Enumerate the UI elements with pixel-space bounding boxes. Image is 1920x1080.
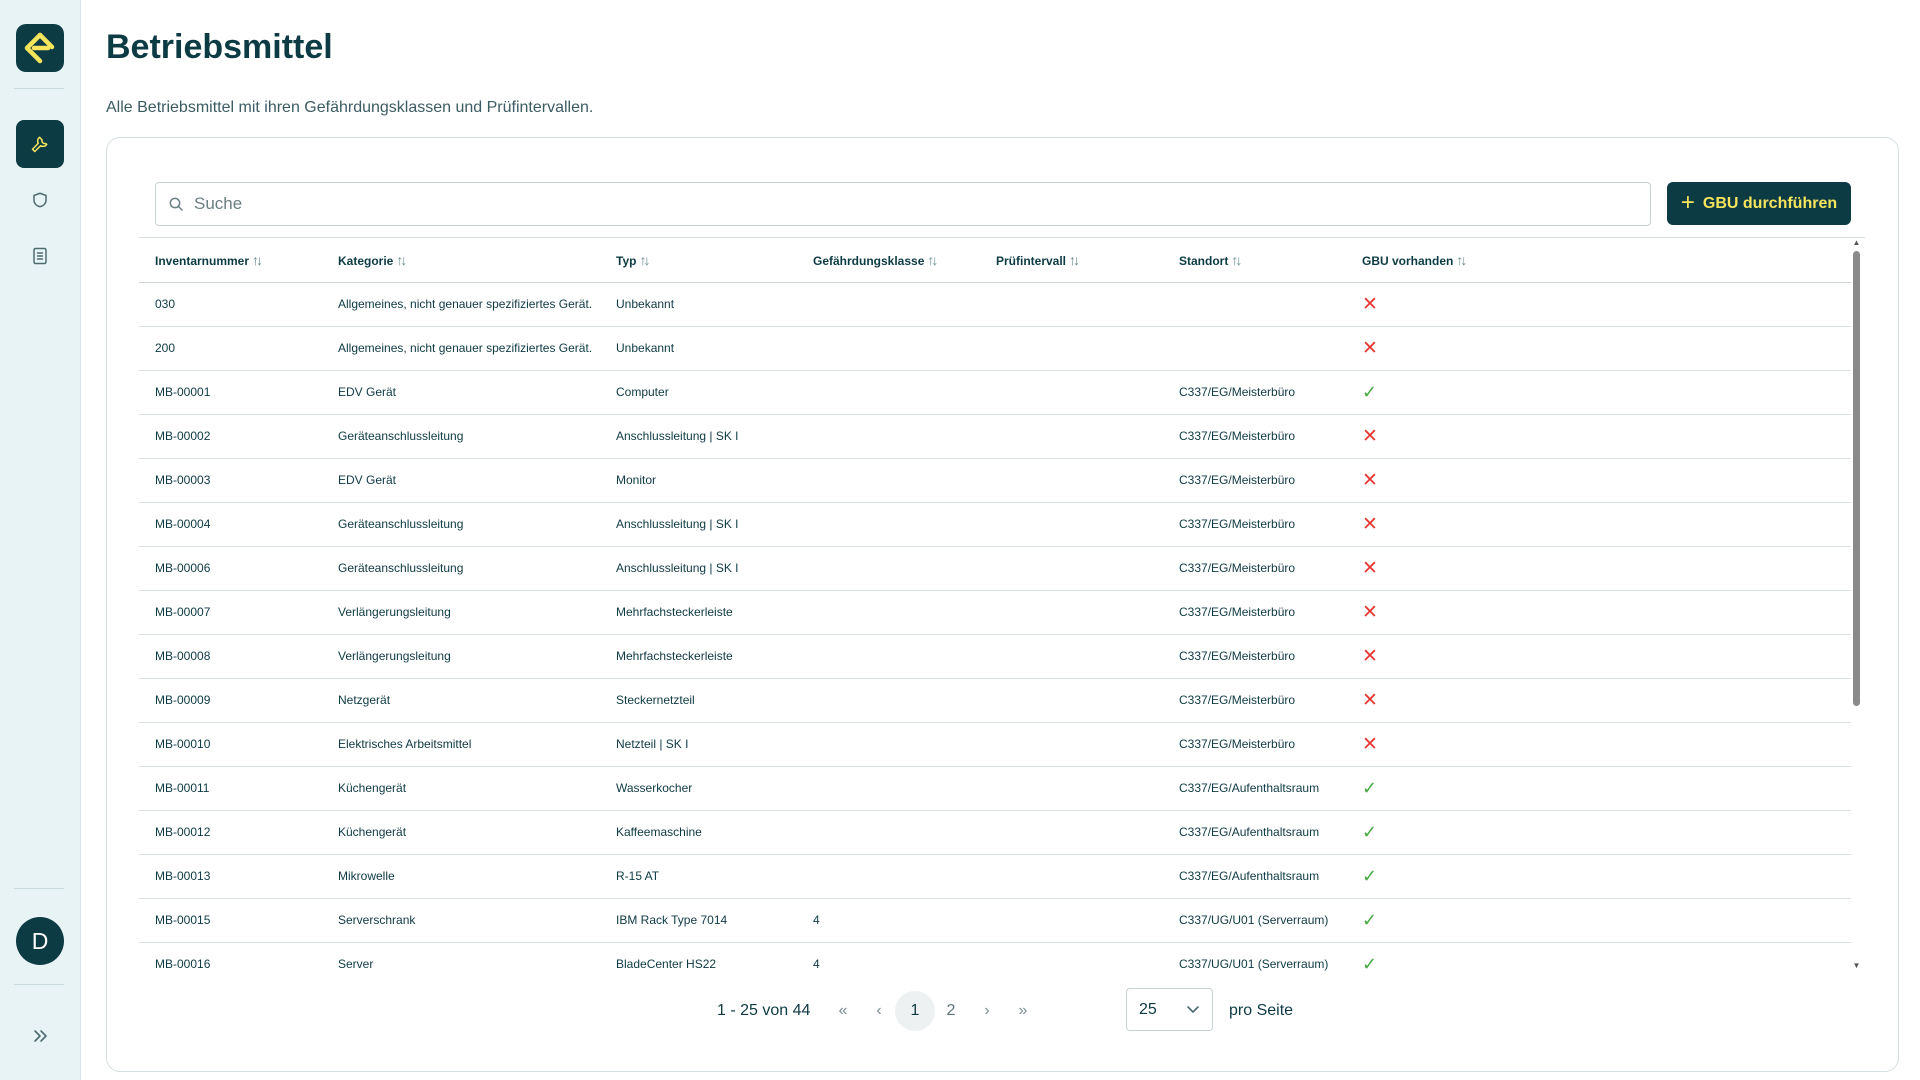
- sidebar-expand-button[interactable]: [26, 1024, 54, 1048]
- cell-gbu: [1346, 678, 1851, 722]
- cross-icon: ✕: [1362, 645, 1378, 667]
- sort-icon[interactable]: ↑↓: [1231, 251, 1240, 268]
- column-header-label: Prüfintervall: [996, 253, 1067, 268]
- gbu-button-label: GBU durchführen: [1702, 194, 1838, 212]
- cross-icon: ✕: [1362, 469, 1378, 491]
- cell-standort: C337/EG/Meisterbüro: [1163, 414, 1346, 458]
- cell-gefaehrdungsklasse: [797, 722, 980, 766]
- cell-gefaehrdungsklasse: [797, 502, 980, 546]
- shield-icon: [31, 191, 49, 209]
- cell-pruefintervall: [980, 678, 1163, 722]
- cell-inventarnummer: MB-00013: [139, 854, 322, 898]
- cell-kategorie: Küchengerät: [322, 810, 600, 854]
- cell-gbu: [1346, 458, 1851, 502]
- page-size-value: 25: [1139, 1000, 1157, 1018]
- cell-kategorie: EDV Gerät: [322, 458, 600, 502]
- cell-inventarnummer: MB-00012: [139, 810, 322, 854]
- cell-kategorie: EDV Gerät: [322, 370, 600, 414]
- cell-typ: R-15 AT: [600, 854, 797, 898]
- cell-gefaehrdungsklasse: [797, 590, 980, 634]
- table-row[interactable]: [139, 282, 1851, 326]
- cell-standort: C337/EG/Aufenthaltsraum: [1163, 854, 1346, 898]
- column-header-standort[interactable]: [1163, 238, 1346, 282]
- cell-kategorie: Geräteanschlussleitung: [322, 502, 600, 546]
- cell-typ: Anschlussleitung | SK I: [600, 414, 797, 458]
- avatar[interactable]: [16, 917, 64, 965]
- cross-icon: ✕: [1362, 557, 1378, 579]
- cross-icon: ✕: [1362, 425, 1378, 447]
- column-header-pruefintervall[interactable]: [980, 238, 1163, 282]
- cell-standort: C337/EG/Meisterbüro: [1163, 502, 1346, 546]
- cell-kategorie: Allgemeines, nicht genauer spezifiziertes Gerät.: [322, 326, 600, 370]
- cross-icon: ✕: [1362, 513, 1378, 535]
- search-input[interactable]: [194, 194, 1594, 214]
- cell-inventarnummer: MB-00006: [139, 546, 322, 590]
- cross-icon: ✕: [1362, 601, 1378, 623]
- cell-typ: Steckernetzteil: [600, 678, 797, 722]
- search-icon: [168, 196, 184, 212]
- cell-kategorie: Server: [322, 942, 600, 972]
- gbu-durchfuehren-button[interactable]: [1667, 182, 1851, 225]
- sidebar-divider: [14, 888, 64, 889]
- table-row[interactable]: [139, 590, 1851, 634]
- cell-kategorie: Elektrisches Arbeitsmittel: [322, 722, 600, 766]
- equipment-card: [106, 137, 1899, 1072]
- cell-gefaehrdungsklasse: [797, 458, 980, 502]
- page-title: Betriebsmittel: [106, 28, 333, 66]
- pagination: [107, 988, 1898, 1034]
- cell-typ: Netzteil | SK I: [600, 722, 797, 766]
- app-logo[interactable]: [16, 24, 64, 72]
- table-row[interactable]: [139, 370, 1851, 414]
- table-row[interactable]: [139, 634, 1851, 678]
- cell-typ: Kaffeemaschine: [600, 810, 797, 854]
- cell-pruefintervall: [980, 854, 1163, 898]
- table-row[interactable]: [139, 898, 1851, 942]
- cell-standort: C337/UG/U01 (Serverraum): [1163, 898, 1346, 942]
- cell-standort: C337/EG/Meisterbüro: [1163, 634, 1346, 678]
- table-row[interactable]: [139, 546, 1851, 590]
- cell-standort: C337/EG/Meisterbüro: [1163, 722, 1346, 766]
- cell-pruefintervall: [980, 282, 1163, 326]
- cell-inventarnummer: MB-00007: [139, 590, 322, 634]
- column-header-label: GBU vorhanden: [1362, 253, 1454, 268]
- cell-gbu: [1346, 370, 1851, 414]
- cell-standort: C337/EG/Meisterbüro: [1163, 590, 1346, 634]
- cell-pruefintervall: [980, 414, 1163, 458]
- cross-icon: ✕: [1362, 293, 1378, 315]
- check-icon: ✓: [1362, 382, 1378, 402]
- sort-icon[interactable]: ↑↓: [1069, 251, 1078, 268]
- cell-gbu: [1346, 722, 1851, 766]
- next-page-button[interactable]: [967, 991, 1007, 1031]
- cell-gbu: [1346, 810, 1851, 854]
- cell-standort: C337/EG/Meisterbüro: [1163, 458, 1346, 502]
- cell-kategorie: Allgemeines, nicht genauer spezifiziertes Gerät.: [322, 282, 600, 326]
- cell-gbu: [1346, 326, 1851, 370]
- table-row[interactable]: [139, 810, 1851, 854]
- table-row[interactable]: [139, 854, 1851, 898]
- cell-pruefintervall: [980, 898, 1163, 942]
- cell-pruefintervall: [980, 942, 1163, 972]
- table-row[interactable]: [139, 326, 1851, 370]
- double-chevron-right-icon: »: [1018, 1002, 1028, 1019]
- cell-gbu: [1346, 414, 1851, 458]
- page-button-1[interactable]: [895, 991, 935, 1031]
- cell-gefaehrdungsklasse: [797, 370, 980, 414]
- cell-inventarnummer: MB-00011: [139, 766, 322, 810]
- sort-icon[interactable]: ↑↓: [927, 251, 936, 268]
- prev-page-button[interactable]: [859, 991, 899, 1031]
- cell-pruefintervall: [980, 370, 1163, 414]
- cell-standort: C337/EG/Aufenthaltsraum: [1163, 810, 1346, 854]
- cell-pruefintervall: [980, 590, 1163, 634]
- cell-inventarnummer: MB-00016: [139, 942, 322, 972]
- page-size-select[interactable]: [1126, 988, 1213, 1031]
- sidebar-item-security[interactable]: [16, 176, 64, 224]
- cell-pruefintervall: [980, 546, 1163, 590]
- check-icon: ✓: [1362, 778, 1378, 798]
- cell-inventarnummer: MB-00001: [139, 370, 322, 414]
- page-size-label: pro Seite: [1229, 1002, 1294, 1019]
- table-scrollbar[interactable]: [1852, 239, 1861, 970]
- cell-kategorie: Geräteanschlussleitung: [322, 414, 600, 458]
- cell-pruefintervall: [980, 810, 1163, 854]
- equipment-table-container: [139, 237, 1865, 972]
- avatar-initial: D: [31, 927, 49, 954]
- cell-typ: Mehrfachsteckerleiste: [600, 634, 797, 678]
- cell-pruefintervall: [980, 722, 1163, 766]
- check-icon: ✓: [1362, 866, 1378, 886]
- last-page-button[interactable]: [1003, 991, 1043, 1031]
- first-page-button[interactable]: [823, 991, 863, 1031]
- table-row[interactable]: [139, 414, 1851, 458]
- cell-gbu: [1346, 590, 1851, 634]
- double-chevron-right-icon: [32, 1029, 48, 1043]
- table-header-row: [139, 238, 1851, 282]
- cell-gbu: [1346, 766, 1851, 810]
- cell-kategorie: Verlängerungsleitung: [322, 634, 600, 678]
- double-chevron-left-icon: «: [838, 1002, 848, 1019]
- cell-kategorie: Serverschrank: [322, 898, 600, 942]
- cell-standort: C337/EG/Meisterbüro: [1163, 370, 1346, 414]
- cell-gefaehrdungsklasse: [797, 854, 980, 898]
- table-row[interactable]: [139, 678, 1851, 722]
- scroll-down-arrow-icon[interactable]: ▼: [1852, 961, 1861, 970]
- cell-pruefintervall: [980, 326, 1163, 370]
- sidebar-divider: [14, 88, 64, 89]
- column-header-label: Kategorie: [338, 253, 394, 268]
- table-body: [139, 282, 1851, 972]
- cell-standort: [1163, 282, 1346, 326]
- cell-pruefintervall: [980, 458, 1163, 502]
- pagination-range: 1 - 25 von 44: [717, 1002, 811, 1019]
- table-row[interactable]: [139, 502, 1851, 546]
- cell-pruefintervall: [980, 766, 1163, 810]
- cell-gbu: [1346, 502, 1851, 546]
- cell-gefaehrdungsklasse: [797, 678, 980, 722]
- table-row[interactable]: [139, 766, 1851, 810]
- sort-icon[interactable]: ↑↓: [396, 251, 405, 268]
- cell-gefaehrdungsklasse: [797, 326, 980, 370]
- wrench-icon: [31, 135, 49, 153]
- scrollbar-thumb[interactable]: [1853, 251, 1860, 706]
- cell-typ: Wasserkocher: [600, 766, 797, 810]
- cell-gefaehrdungsklasse: 4: [797, 898, 980, 942]
- cell-gefaehrdungsklasse: [797, 282, 980, 326]
- cell-inventarnummer: MB-00003: [139, 458, 322, 502]
- cell-kategorie: Verlängerungsleitung: [322, 590, 600, 634]
- cell-typ: Unbekannt: [600, 326, 797, 370]
- column-header-gefaehrdungsklasse[interactable]: [797, 238, 980, 282]
- cell-gbu: [1346, 546, 1851, 590]
- cell-typ: Computer: [600, 370, 797, 414]
- cell-inventarnummer: MB-00015: [139, 898, 322, 942]
- logo-arrow-icon: [23, 31, 57, 65]
- cell-gbu: [1346, 898, 1851, 942]
- cell-inventarnummer: 030: [139, 282, 322, 326]
- cell-inventarnummer: MB-00010: [139, 722, 322, 766]
- table-row[interactable]: [139, 942, 1851, 972]
- column-header-label: Inventarnummer: [155, 253, 250, 268]
- sort-icon[interactable]: ↑↓: [252, 251, 261, 268]
- cell-typ: Unbekannt: [600, 282, 797, 326]
- page-button-2[interactable]: [931, 991, 971, 1031]
- document-icon: [32, 247, 48, 265]
- table-row[interactable]: [139, 458, 1851, 502]
- chevron-left-icon: ‹: [876, 1002, 882, 1019]
- check-icon: ✓: [1362, 822, 1378, 842]
- cell-gefaehrdungsklasse: 4: [797, 942, 980, 972]
- cross-icon: ✕: [1362, 689, 1378, 711]
- chevron-down-icon: [1186, 1005, 1200, 1014]
- cell-inventarnummer: MB-00004: [139, 502, 322, 546]
- cell-kategorie: Netzgerät: [322, 678, 600, 722]
- cell-gbu: [1346, 634, 1851, 678]
- cell-gefaehrdungsklasse: [797, 414, 980, 458]
- column-header-label: Gefährdungsklasse: [813, 253, 925, 268]
- check-icon: ✓: [1362, 910, 1378, 930]
- search-bar[interactable]: [155, 182, 1651, 226]
- sidebar-item-betriebsmittel[interactable]: [16, 120, 64, 168]
- plus-icon: +: [1680, 188, 1695, 216]
- chevron-right-icon: ›: [984, 1002, 990, 1019]
- cell-typ: Mehrfachsteckerleiste: [600, 590, 797, 634]
- sidebar-item-documents[interactable]: [16, 232, 64, 280]
- scroll-up-arrow-icon[interactable]: ▲: [1852, 238, 1861, 247]
- cell-gefaehrdungsklasse: [797, 546, 980, 590]
- cell-inventarnummer: MB-00002: [139, 414, 322, 458]
- cell-kategorie: Mikrowelle: [322, 854, 600, 898]
- page-number: 1: [910, 1002, 920, 1019]
- cell-standort: C337/UG/U01 (Serverraum): [1163, 942, 1346, 972]
- sidebar-divider: [14, 984, 64, 985]
- cell-typ: BladeCenter HS22: [600, 942, 797, 972]
- cell-pruefintervall: [980, 634, 1163, 678]
- cell-standort: C337/EG/Aufenthaltsraum: [1163, 766, 1346, 810]
- cell-typ: Anschlussleitung | SK I: [600, 546, 797, 590]
- cell-standort: C337/EG/Meisterbüro: [1163, 678, 1346, 722]
- cell-kategorie: Geräteanschlussleitung: [322, 546, 600, 590]
- cell-inventarnummer: MB-00008: [139, 634, 322, 678]
- cell-typ: IBM Rack Type 7014: [600, 898, 797, 942]
- column-header-typ[interactable]: [600, 238, 797, 282]
- cell-standort: [1163, 326, 1346, 370]
- cell-pruefintervall: [980, 502, 1163, 546]
- equipment-table: [139, 238, 1851, 972]
- column-header-label: Typ: [616, 253, 637, 268]
- column-header-gbu[interactable]: [1346, 238, 1851, 282]
- cell-gbu: [1346, 282, 1851, 326]
- page-description: Alle Betriebsmittel mit ihren Gefährdungsklassen und Prüfintervallen.: [106, 99, 594, 116]
- sort-icon[interactable]: ↑↓: [1456, 251, 1465, 268]
- page-number: 2: [946, 1002, 956, 1019]
- cell-inventarnummer: MB-00009: [139, 678, 322, 722]
- cell-standort: C337/EG/Meisterbüro: [1163, 546, 1346, 590]
- cross-icon: ✕: [1362, 337, 1378, 359]
- cell-gefaehrdungsklasse: [797, 810, 980, 854]
- sort-icon[interactable]: ↑↓: [639, 251, 648, 268]
- cell-gefaehrdungsklasse: [797, 766, 980, 810]
- check-icon: ✓: [1362, 954, 1378, 972]
- column-header-inventarnummer[interactable]: [139, 238, 322, 282]
- sidebar: [0, 0, 81, 1080]
- cell-kategorie: Küchengerät: [322, 766, 600, 810]
- cell-inventarnummer: 200: [139, 326, 322, 370]
- table-row[interactable]: [139, 722, 1851, 766]
- cell-gbu: [1346, 942, 1851, 972]
- column-header-label: Standort: [1179, 253, 1229, 268]
- cell-gbu: [1346, 854, 1851, 898]
- cell-gefaehrdungsklasse: [797, 634, 980, 678]
- cell-typ: Monitor: [600, 458, 797, 502]
- cell-typ: Anschlussleitung | SK I: [600, 502, 797, 546]
- column-header-kategorie[interactable]: [322, 238, 600, 282]
- cross-icon: ✕: [1362, 733, 1378, 755]
